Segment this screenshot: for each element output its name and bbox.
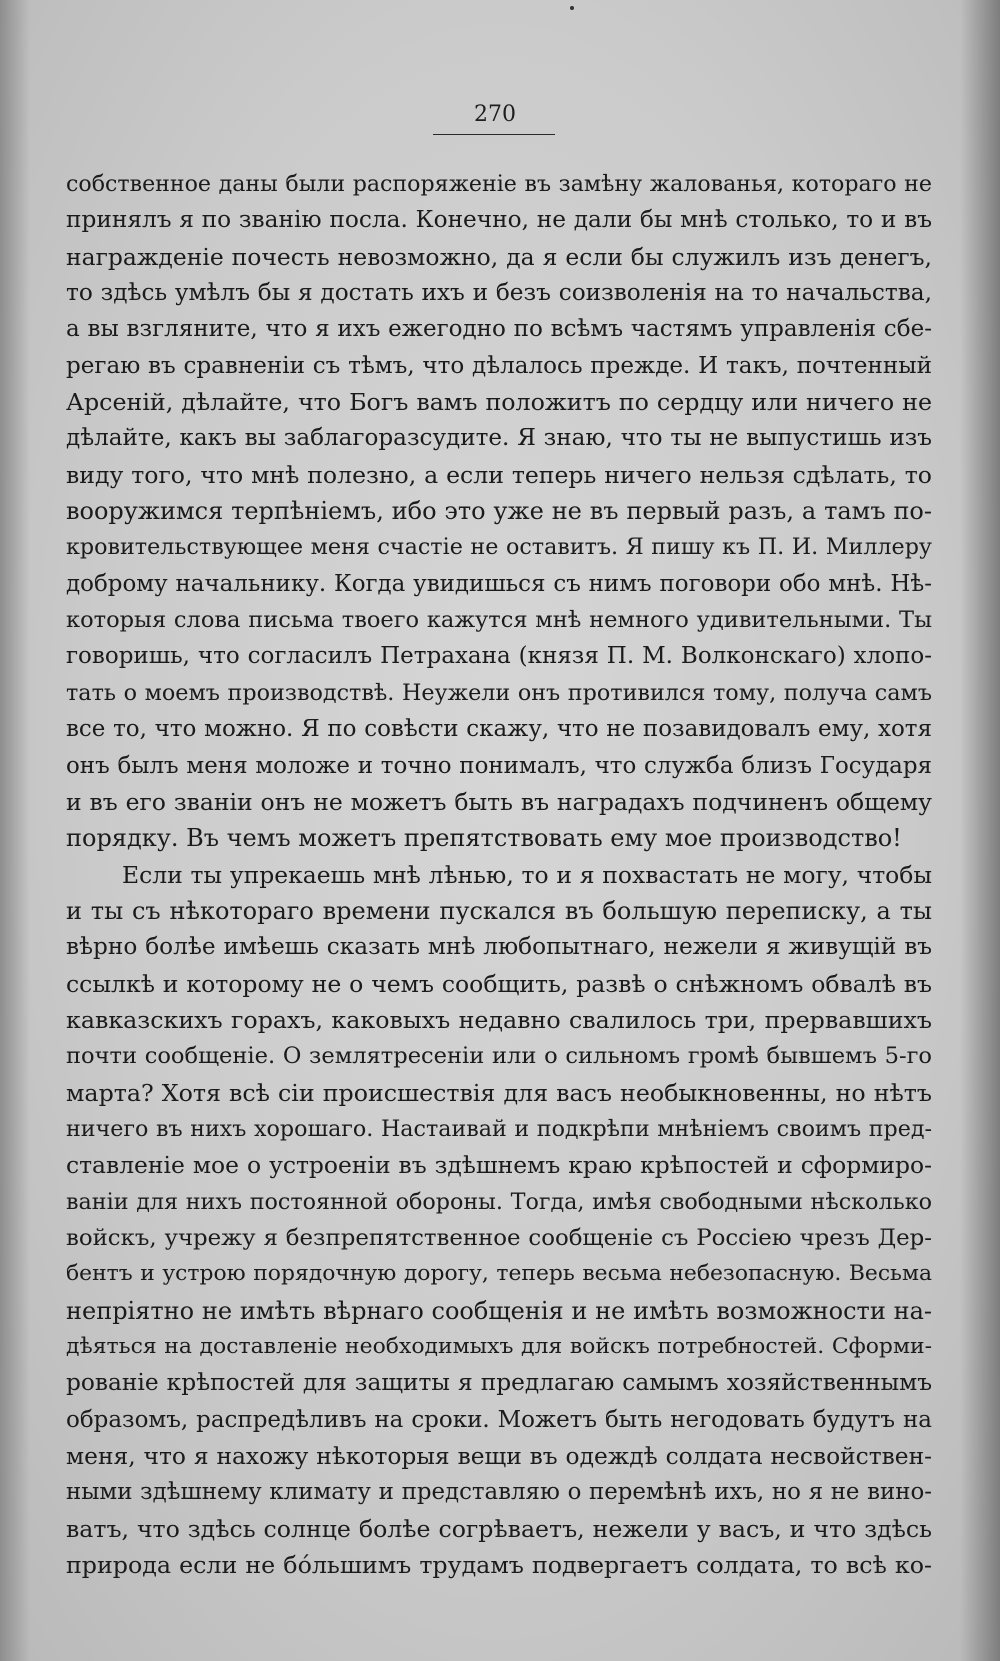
text-line: вооружимся терпѣніемъ, ибо это уже не въ первый разъ, а тамъ по-	[66, 497, 932, 526]
text-line: тать о моемъ производствѣ. Неужели онъ противился тому, получа самъ	[66, 679, 932, 706]
text-line: ватъ, что здѣсь солнце болѣе согрѣваетъ, нежели у васъ, и что здѣсь	[66, 1514, 932, 1543]
text-line: а вы взгляните, что я ихъ ежегодно по всѣмъ частямъ управленія сбе-	[66, 316, 932, 343]
print-speck	[570, 6, 574, 10]
text-line: и въ его званіи онъ не можетъ быть въ наградахъ подчиненъ общему	[66, 787, 932, 816]
text-line: награжденіе почесть невозможно, да я если бы служилъ изъ денегъ,	[66, 242, 932, 271]
text-line: бентъ и устрою порядочную дорогу, теперь весьма небезопасную. Весьма	[66, 1261, 932, 1287]
text-line: рованіе крѣпостей для защиты я предлагаю самымъ хозяйственнымъ	[66, 1369, 932, 1397]
text-line: марта? Хотя всѣ сіи происшествія для васъ необыкновенны, но нѣтъ	[66, 1078, 932, 1107]
text-line: доброму начальнику. Когда увидишься съ нимъ поговори обо мнѣ. Нѣ-	[66, 570, 932, 597]
text-line: онъ былъ меня моложе и точно понималъ, что служба близъ Государя	[66, 752, 932, 779]
page-number: 270	[474, 102, 516, 127]
text-line: все то, что можно. Я по совѣсти скажу, что не позавидовалъ ему, хотя	[66, 716, 932, 743]
text-line: виду того, что мнѣ полезно, а если теперь ничего нельзя сдѣлать, то	[66, 460, 932, 489]
text-line: почти сообщеніе. О землятресеніи или о сильномъ громѣ бывшемъ 5-го	[66, 1043, 932, 1070]
text-line: природа если не бóльшимъ трудамъ подвергаетъ солдата, то всѣ ко-	[66, 1551, 932, 1580]
text-line: войскъ, учрежу я безпрепятственное сообщеніе съ Россіею чрезъ Дер-	[66, 1224, 932, 1251]
text-line: и ты съ нѣкотораго времени пускался въ большую переписку, а ты	[66, 896, 932, 925]
text-line: ваніи для нихъ постоянной обороны. Тогда, имѣя свободными нѣсколько	[66, 1188, 932, 1215]
text-line: Арсеній, дѣлайте, что Богъ вамъ положитъ по сердцу или ничего не	[66, 388, 932, 417]
text-line: меня, что я нахожу нѣкоторыя вещи въ одеждѣ солдата несвойствен-	[66, 1442, 932, 1471]
text-line: кавказскихъ горахъ, каковыхъ недавно свалилось три, прервавшихъ	[66, 1005, 932, 1034]
text-line: говоришь, что согласилъ Петрахана (князя П. М. Волконскаго) хлопо-	[66, 643, 932, 670]
body-text	[66, 166, 932, 1583]
text-line: дѣяться на доставленіе необходимыхъ для войскъ потребностей. Сформи-	[66, 1334, 932, 1359]
text-line: ными здѣшнему климату и представляю о перемѣнѣ ихъ, но я не вино-	[66, 1479, 932, 1506]
text-line: дѣлайте, какъ вы заблагоразсудите. Я знаю, что ты не выпустишь изъ	[66, 425, 932, 452]
paragraph-end-line: порядку. Въ чемъ можетъ препятствовать ему мое производство!	[66, 824, 902, 853]
text-line: принялъ я по званію посла. Конечно, не дали бы мнѣ столько, то и въ	[66, 206, 932, 234]
text-line: регаю въ сравненіи съ тѣмъ, что дѣлалось прежде. И такъ, почтенный	[66, 352, 932, 379]
text-line: вѣрно болѣе имѣешь сказать мнѣ любопытнаго, нежели я живущій въ	[66, 933, 932, 961]
paragraph-start-line: Если ты упрекаешь мнѣ лѣнью, то и я похвастать не могу, чтобы	[122, 860, 932, 889]
text-line: кровительствующее меня счастіе не оставитъ. Я пишу къ П. И. Миллеру	[66, 534, 932, 561]
text-line: ставленіе мое о устроеніи въ здѣшнемъ краю крѣпостей и сформиро-	[66, 1151, 932, 1180]
text-line: непріятно не имѣть вѣрнаго сообщенія и не имѣть возможности на-	[66, 1296, 932, 1325]
text-line: ничего въ нихъ хорошаго. Настаивай и подкрѣпи мнѣніемъ своимъ пред-	[66, 1115, 932, 1142]
text-line: то здѣсь умѣлъ бы я достать ихъ и безъ соизволенія на то начальства,	[66, 279, 932, 307]
text-line: которыя слова письма твоего кажутся мнѣ немного удивительными. Ты	[66, 607, 932, 634]
text-line: собственное даны были распоряженіе въ замѣну жалованья, котораго не	[66, 171, 932, 197]
text-line: образомъ, распредѣливъ на сроки. Можетъ быть негодовать будутъ на	[66, 1406, 932, 1433]
text-line: ссылкѣ и которому не о чемъ сообщить, развѣ о снѣжномъ обвалѣ въ	[66, 969, 932, 998]
header-rule	[433, 134, 555, 135]
